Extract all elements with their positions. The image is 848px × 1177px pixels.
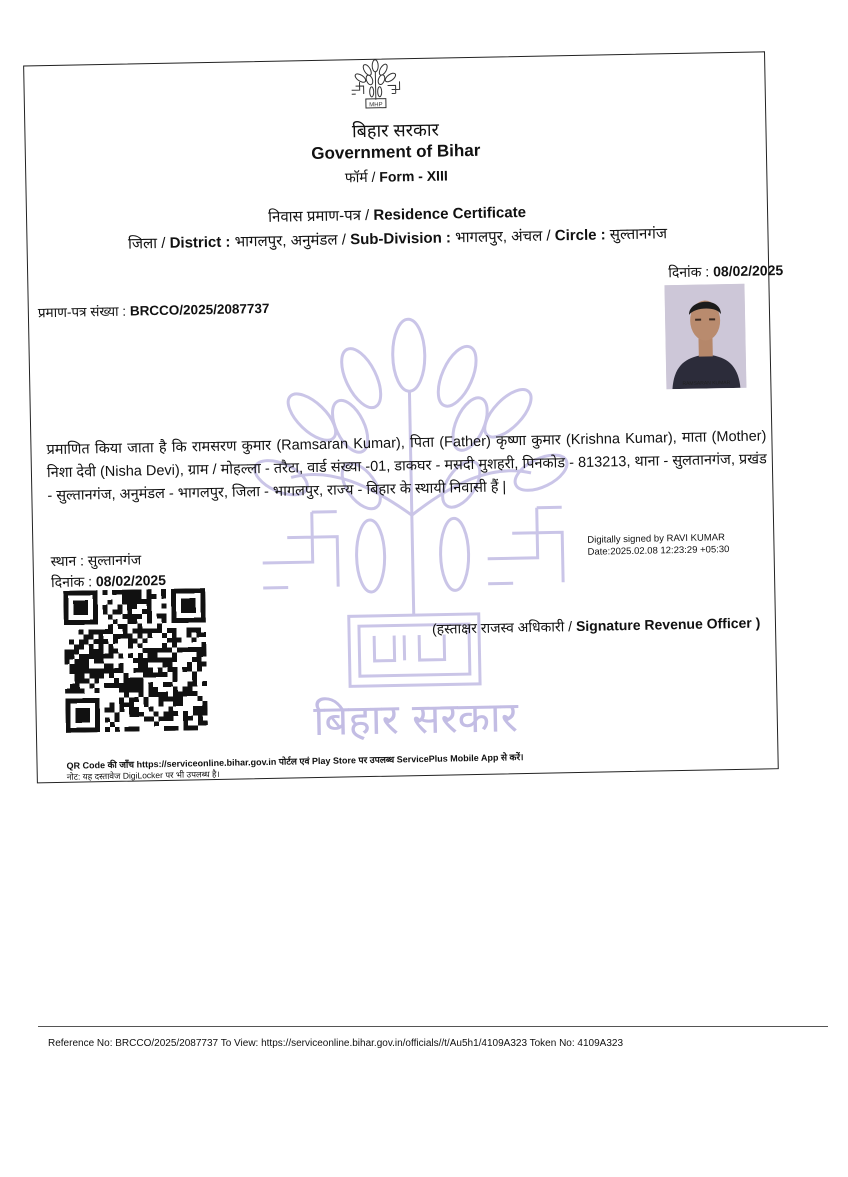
subdivision-label: Sub-Division : xyxy=(349,229,452,249)
watermark-emblem xyxy=(248,312,576,748)
form-english: Form - XIII xyxy=(379,167,448,185)
form-hindi: फॉर्म xyxy=(344,168,368,186)
signature-hindi: (हस्ताक्षर राजस्व अधिकारी / xyxy=(431,618,573,637)
issue-date-label: दिनांक : xyxy=(668,263,710,281)
person-photo-icon xyxy=(664,284,746,390)
digital-signature-date: Date:2025.02.08 12:23:29 +05:30 xyxy=(587,544,730,558)
circle-label: Circle : xyxy=(554,226,606,245)
place xyxy=(50,550,141,571)
bihar-emblem-icon xyxy=(345,55,406,114)
emblem-text: MHP xyxy=(369,102,383,109)
digital-signature-name: Digitally signed by RAVI KUMAR xyxy=(587,532,726,546)
qr-code-icon[interactable] xyxy=(63,588,208,733)
certificate-body: प्रमाणित किया जाता है कि रामसरण कुमार (Ramsaran Kumar), पिता (Father) कृष्णा कुमार (Krishna Kumar), माता (Mother) निशा देवी (Nisha Devi), ग्राम / मोहल्ला - तरैटा, वार्ड संख्या -01, डाकघर - मसदी मुशहरी, पिनकोड - 813213, थाना - सुलतानगंज, प्रखंड - सुल्तानगंज, अनुमंडल - भागलपुर, जिला - भागलपुर, राज्य - बिहार के स्थायी निवासी हैं | xyxy=(46,428,767,505)
watermark-text: बिहार सरकार xyxy=(313,692,519,746)
sign-date-value: 08/02/2025 xyxy=(95,571,167,590)
certificate-title: निवास प्रमाण-पत्र / Residence Certificate xyxy=(267,203,527,226)
applicant-photo xyxy=(664,284,746,390)
place-value: सुल्तानगंज xyxy=(87,551,142,569)
certificate-number-label: प्रमाण-पत्र संख्या : xyxy=(37,303,127,321)
district-label: District : xyxy=(169,233,231,252)
footer-divider xyxy=(38,1026,828,1027)
signature-english: Signature Revenue Officer ) xyxy=(575,614,761,635)
district-line: जिला / District : भागलपुर, अनुमंडल / Sub-Division : भागलपुर, अंचल / Circle : सुल्तानगंज xyxy=(127,225,668,253)
hindi-title: बिहार सरकार xyxy=(351,119,440,142)
place-label: स्थान : xyxy=(50,552,85,570)
issue-date xyxy=(668,261,783,282)
english-title: Government of Bihar xyxy=(311,140,481,164)
certificate-title-hindi: निवास प्रमाण-पत्र xyxy=(267,207,362,226)
sign-date-label: दिनांक : xyxy=(50,573,93,591)
certificate-title-english: Residence Certificate xyxy=(373,203,527,224)
form-number: फॉर्म / Form - XIII xyxy=(344,167,448,186)
subdivision-value: भागलपुर, अंचल xyxy=(454,227,543,247)
circle-value: सुल्तानगंज xyxy=(609,225,668,244)
district-value: भागलपुर, अनुमंडल xyxy=(234,231,338,251)
digilocker-note: नोट: यह दस्तावेज DigiLocker पर भी उपलब्ध है। xyxy=(66,768,220,782)
issue-date-value: 08/02/2025 xyxy=(712,262,784,280)
photo-caption: RAMSARAN KUMAR xyxy=(682,380,731,387)
district-hindi: जिला xyxy=(127,235,158,253)
reference-footer: Reference No: BRCCO/2025/2087737 To View: https://serviceonline.bihar.gov.in/officials//t/Au5h1/4109A323 Token No: 4109A323 xyxy=(48,1038,624,1049)
qr-verification-note: QR Code की जाँच https://serviceonline.bihar.gov.in पोर्टल एवं Play Store पर उपलब्ध ServicePlus Mobile App से करें। xyxy=(66,752,524,771)
certificate-number-value: BRCCO/2025/2087737 xyxy=(129,300,270,319)
digital-signature xyxy=(587,532,729,559)
